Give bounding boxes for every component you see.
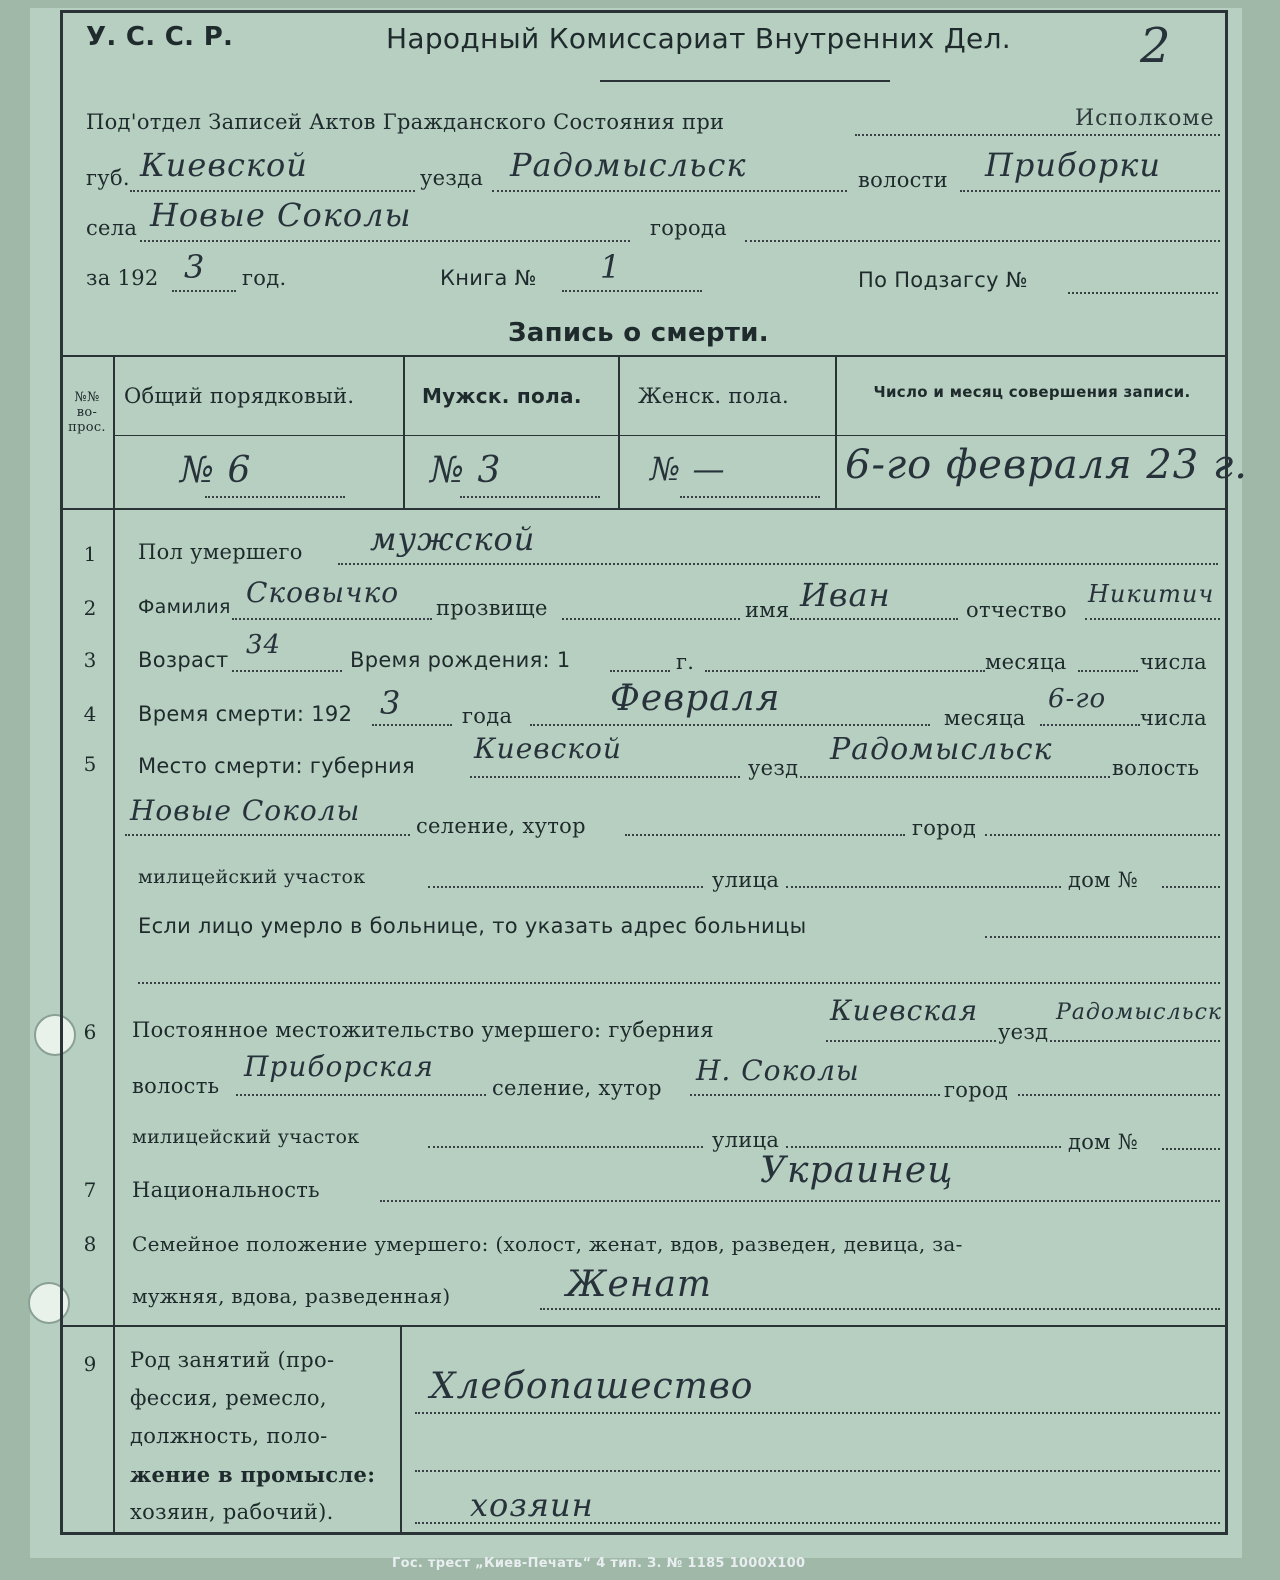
death-year-line <box>372 724 452 726</box>
volost-label: волости <box>858 168 948 192</box>
row-number-5: 5 <box>83 752 97 776</box>
col-general-label: Общий порядковый. <box>124 384 355 408</box>
subreg-label: По Подзагсу № <box>858 268 1028 292</box>
age-label: Возраст <box>138 648 229 672</box>
residence-label: Постоянное местожительство умершего: губерния <box>132 1018 714 1042</box>
death-month-line <box>530 724 930 726</box>
death-day-line <box>1040 724 1140 726</box>
row-number-1: 1 <box>83 542 97 566</box>
occupation-label-5: хозяин, рабочий). <box>130 1500 334 1524</box>
surname-label: Фамилия <box>138 596 231 618</box>
year-line <box>172 290 236 292</box>
record-date: 6-го февраля 23 г. <box>845 442 1248 488</box>
name-value: Иван <box>800 576 891 614</box>
general-line <box>205 496 345 498</box>
occupation-line-2 <box>415 1470 1220 1472</box>
gorod-line <box>745 240 1220 242</box>
residence-gub-line <box>826 1040 996 1042</box>
death-uezd-label: уезд <box>748 756 799 780</box>
nationality-label: Национальность <box>132 1178 320 1202</box>
table-top-rule <box>60 355 1228 357</box>
residence-militia-label: милицейский участок <box>132 1126 360 1148</box>
header-mid-rule <box>113 435 1228 436</box>
occupation-line-1 <box>415 1412 1220 1414</box>
residence-gub-value: Киевская <box>830 994 979 1027</box>
row-number-6: 6 <box>83 1020 97 1044</box>
col-divider-3 <box>618 355 620 508</box>
death-year-word: года <box>462 704 513 728</box>
selo-value: Новые Соколы <box>150 196 412 234</box>
marital-label-line2: мужняя, вдова, разведенная) <box>132 1284 451 1308</box>
residence-street-label: улица <box>712 1128 780 1152</box>
hospital-label: Если лицо умерло в больнице, то указать адрес больницы <box>138 914 807 938</box>
occupation-label-3: должность, поло- <box>130 1424 328 1448</box>
occupation-label-4: жение в промысле: <box>130 1462 376 1487</box>
death-day-value: 6-го <box>1048 684 1107 714</box>
row-number-4: 4 <box>83 702 97 726</box>
col-divider-2 <box>403 355 405 508</box>
nationality-line <box>380 1200 1220 1202</box>
hospital-line <box>985 936 1220 938</box>
patronymic-label: отчество <box>966 598 1067 622</box>
death-place-label: Место смерти: губерния <box>138 754 415 778</box>
residence-house-line <box>1162 1148 1220 1150</box>
death-volost-label: волость <box>1112 756 1200 780</box>
birth-month-label: месяца <box>985 650 1067 674</box>
year-value: 3 <box>184 248 206 286</box>
residence-city-label: город <box>944 1078 1009 1102</box>
death-month-word: месяца <box>944 706 1026 730</box>
death-day-word: числа <box>1140 706 1208 730</box>
occupation-label-2: фессия, ремесло, <box>130 1386 327 1410</box>
death-militia-label: милицейский участок <box>138 866 366 888</box>
death-street-line <box>786 886 1061 888</box>
col-num-label: №№ во- прос. <box>68 390 106 435</box>
nickname-line <box>562 618 740 620</box>
name-label: имя <box>745 598 790 622</box>
patronymic-value: Никитич <box>1088 580 1215 608</box>
year-label: за 192 <box>86 266 159 290</box>
row-number-7: 7 <box>83 1178 97 1202</box>
marital-value: Женат <box>566 1264 713 1305</box>
death-city-label: город <box>912 816 977 840</box>
death-village-line2 <box>625 834 905 836</box>
male-number: № 3 <box>430 450 502 491</box>
row-number-2: 2 <box>83 596 97 620</box>
name-line <box>790 618 958 620</box>
death-street-label: улица <box>712 868 780 892</box>
residence-village-label: селение, хутор <box>492 1076 662 1100</box>
sex-value: мужской <box>370 520 536 558</box>
female-number: № — <box>650 450 726 488</box>
residence-militia-line <box>428 1146 703 1148</box>
age-value: 34 <box>246 630 282 660</box>
form-title: Запись о смерти. <box>508 318 769 348</box>
death-house-line <box>1162 886 1220 888</box>
residence-volost-line <box>236 1094 486 1096</box>
commissariat-title: Народный Комиссариат Внутренних Дел. <box>386 22 1011 55</box>
occupation-top-rule <box>60 1325 1228 1327</box>
year-suffix: год. <box>242 266 287 290</box>
male-line <box>460 496 600 498</box>
sex-label: Пол умершего <box>138 540 303 564</box>
residence-house-label: дом № <box>1068 1130 1138 1154</box>
residence-uezd-line <box>1050 1040 1220 1042</box>
general-number: № 6 <box>180 450 252 491</box>
volost-value: Приборки <box>985 146 1161 184</box>
occupation-status-value: хозяин <box>470 1486 594 1524</box>
col-female-label: Женск. пола. <box>638 384 790 408</box>
title-underline <box>600 80 890 82</box>
residence-street-line <box>786 1146 1061 1148</box>
birth-year-suffix: г. <box>676 650 695 674</box>
death-village-label: селение, хутор <box>416 814 586 838</box>
death-month-value: Февраля <box>610 678 781 719</box>
residence-volost-value: Приборская <box>244 1050 434 1083</box>
col-date-label: Число и месяц совершения записи. <box>873 383 1191 401</box>
row-number-9: 9 <box>83 1352 97 1376</box>
death-year-value: 3 <box>380 684 402 722</box>
birth-label: Время рождения: 1 <box>350 648 571 672</box>
marital-line <box>540 1308 1220 1310</box>
marital-label-line1: Семейное положение умершего: (холост, женат, вдов, разведен, девица, за- <box>132 1232 963 1256</box>
death-gub-line <box>470 776 740 778</box>
death-village-value: Новые Соколы <box>130 794 361 827</box>
death-house-label: дом № <box>1068 868 1138 892</box>
gorod-label: города <box>650 216 727 240</box>
book-label: Книга № <box>440 266 537 290</box>
surname-value: Сковычко <box>246 576 400 609</box>
col-divider-4 <box>835 355 837 508</box>
age-line <box>232 670 342 672</box>
birth-year-line <box>610 670 670 672</box>
row-number-3: 3 <box>83 648 97 672</box>
death-city-line <box>985 834 1220 836</box>
death-uezd-line <box>800 776 1110 778</box>
gub-label: губ. <box>86 166 130 190</box>
occupation-label-1: Род занятий (про- <box>130 1348 335 1372</box>
nationality-value: Украинец <box>760 1150 954 1191</box>
female-line <box>680 496 820 498</box>
death-time-label: Время смерти: 192 <box>138 702 353 726</box>
residence-uezd-value: Радомысльск <box>1056 1000 1223 1025</box>
volost-line <box>960 190 1220 192</box>
residence-city-line <box>1018 1094 1220 1096</box>
selo-label: села <box>86 216 138 240</box>
residence-volost-label: волость <box>132 1074 220 1098</box>
republic-label: У. С. С. Р. <box>86 22 234 52</box>
death-uezd-value: Радомысльск <box>830 732 1053 767</box>
subreg-line <box>1068 292 1218 294</box>
gub-line <box>130 190 415 192</box>
corner-mark: 2 <box>1140 18 1172 74</box>
book-line <box>562 290 702 292</box>
hospital-line2 <box>138 982 1220 984</box>
subdept-line <box>855 134 1220 136</box>
death-gub-value: Киевской <box>474 732 622 765</box>
col-divider-1 <box>113 355 115 1535</box>
birth-month-line <box>705 670 985 672</box>
table-bottom-rule <box>60 508 1228 510</box>
nickname-label: прозвище <box>436 596 548 620</box>
death-militia-line <box>428 886 703 888</box>
print-footer: Гос. трест „Киев-Печать“ 4 тип. З. № 1185 1000Х100 <box>392 1556 806 1571</box>
book-value: 1 <box>600 248 622 286</box>
gub-value: Киевской <box>140 146 308 184</box>
death-village-line <box>125 834 410 836</box>
birth-day-line <box>1078 670 1138 672</box>
residence-village-value: Н. Соколы <box>696 1054 860 1087</box>
selo-line <box>140 240 630 242</box>
patronymic-line <box>1085 618 1220 620</box>
surname-line <box>232 618 432 620</box>
col-male-label: Мужск. пола. <box>422 384 582 408</box>
row-number-8: 8 <box>83 1232 97 1256</box>
occupation-divider <box>400 1325 402 1535</box>
residence-village-line <box>690 1094 940 1096</box>
birth-day-label: числа <box>1140 650 1208 674</box>
subdept-label: Под'отдел Записей Актов Гражданского Состояния при <box>86 110 725 134</box>
uezd-value: Радомысльск <box>510 146 747 184</box>
occupation-value: Хлебопашество <box>430 1366 754 1407</box>
residence-uezd-label: уезд <box>998 1020 1049 1044</box>
uezd-line <box>492 190 847 192</box>
sex-line <box>338 563 1218 565</box>
uezd-label: уезда <box>420 166 484 190</box>
subdept-value: Исполкоме <box>1075 106 1215 131</box>
